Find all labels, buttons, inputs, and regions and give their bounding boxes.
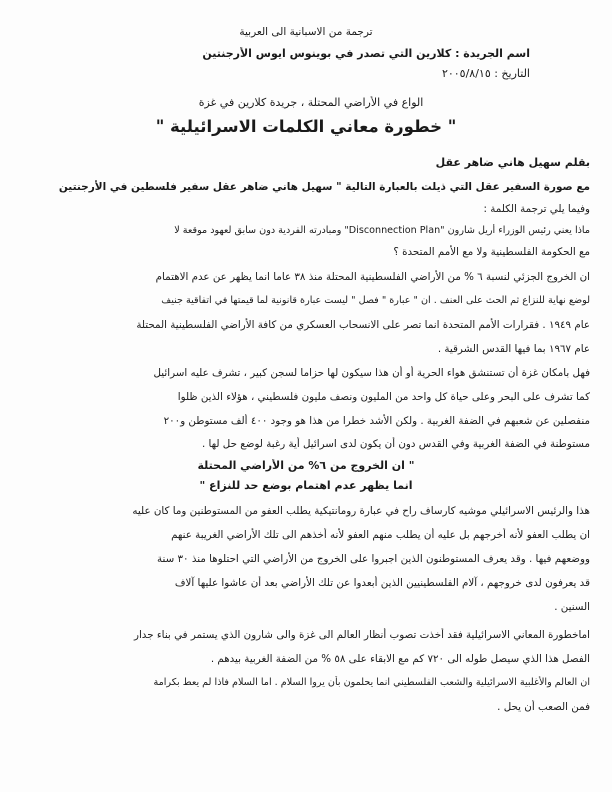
translation-note: ترجمة من الاسبانية الى العربية bbox=[239, 26, 373, 38]
paragraph-1-line-2: مع الحكومة الفلسطينية ولا مع الأمم المتحدة ؟ bbox=[393, 246, 590, 258]
paragraph-1-line-1: ماذا يعني رئيس الوزراء أريل شارون "Disconnection Plan" ومبادرته الفردية دون سابق لعهود موقعة لا bbox=[174, 225, 590, 236]
paragraph-3-line-4: مستوطنة في الضفة الغربية وفي القدس دون أن يكون لدى اسرائيل أية رغبة لوضع حل لها . bbox=[201, 438, 590, 450]
paragraph-6-line-2: فمن الصعب أن يحل . bbox=[497, 701, 590, 713]
document-date: التاريخ : ٢٠٠٥/٨/١٥ bbox=[441, 67, 530, 80]
newspaper-name: اسم الجريدة : كلارين التي تصدر في بوينوس ايوس الأرجنتين bbox=[202, 47, 530, 60]
lead-in-line: وفيما يلي ترجمة الكلمة : bbox=[483, 203, 590, 215]
source-line: الواع في الأراضي المحتلة ، جريدة كلارين في غزة bbox=[198, 96, 424, 109]
paragraph-2-line-3: عام ١٩٤٩ . فقرارات الأمم المتحدة انما تصر على الانسحاب العسكري من كافة الأراضي الفلسطينية المحتلة bbox=[136, 319, 590, 331]
paragraph-4-line-2: ان يطلب العفو لأنه أخرجهم بل عليه أن يطلب منهم العفو لأنه أخذهم الى تلك الأراضي الغريبة عنهم bbox=[171, 529, 590, 541]
author-line: بقلم سهيل هاني ضاهر عقل bbox=[435, 156, 590, 169]
paragraph-3-line-1: فهل بامكان غزة أن تستنشق هواء الحرية أو أن هذا سيكون لها حزاما لسجن كبير ، تشرف عليه اسرائيل bbox=[153, 367, 590, 379]
paragraph-4-line-1: هذا والرئيس الاسرائيلي موشيه كارساف راح في عبارة رومانتيكية يطلب العفو من المستوطنين وما كان عليه bbox=[132, 505, 590, 517]
pull-quote-line-1: " ان الخروج من ٦% من الأراضي المحتلة bbox=[197, 459, 415, 472]
paragraph-2-line-2: لوضع نهاية للنزاع ثم الحث على العنف . ان " عبارة " فصل " ليست عبارة قانونية لما قيمتها في اتفاقية جنيف bbox=[161, 295, 590, 306]
paragraph-4-line-5: السنين . bbox=[554, 601, 590, 613]
pull-quote-line-2: انما يظهر عدم اهتمام بوضع حد للنزاع " bbox=[199, 479, 413, 492]
paragraph-2-line-4: عام ١٩٦٧ بما فيها القدس الشرقية . bbox=[437, 343, 590, 355]
paragraph-4-line-3: ووضعهم فيها . وقد يعرف المستوطنون الذين اجبروا على الخروج من الأراضي التي احتلوها منذ ٣٠ سنة bbox=[157, 553, 590, 565]
paragraph-3-line-2: كما تشرف على البحر وعلى حياة كل واحد من المليون ونصف مليون فلسطيني ، هؤلاء الذين ظلوا bbox=[177, 391, 590, 403]
paragraph-3-line-3: منفصلين عن شعبهم في الضفة الغربية . ولكن الأشد خطرا من هذا هو وجود ٤٠٠ ألف مستوطن و٢٠٠ bbox=[163, 415, 590, 427]
photo-caption: مع صورة السفير عقل التي ذيلت بالعبارة التالية " سهيل هاني ضاهر عقل سفير فلسطين في الأرجنتين bbox=[58, 181, 590, 193]
paragraph-4-line-4: قد يعرفون لدى خروجهم ، آلام الفلسطينيين الذين أبعدوا عن تلك الأراضي بعد أن عاشوا عليها آلاف bbox=[174, 577, 590, 589]
paragraph-5-line-2: الفصل هذا الذي سيصل طوله الى ٧٢٠ كم مع الابقاء على ٥٨ % من الضفة الغربية بيدهم . bbox=[210, 653, 590, 665]
paragraph-6-line-1: ان العالم والأغلبية الاسرائيلية والشعب الفلسطيني انما يحلمون بأن يروا السلام . اما السلام فاذا لم يعط بكرامة bbox=[153, 677, 590, 688]
paragraph-5-line-1: اماخطورة المعاني الاسرائيلية فقد أخذت تصوب أنظار العالم الى غزة والى شارون الذي يستمر في بناء جدار bbox=[133, 629, 590, 641]
document-title: " خطورة معاني الكلمات الاسرائيلية " bbox=[155, 117, 457, 136]
paragraph-2-line-1: ان الخروج الجزئي لنسبة ٦ % من الأراضي الفلسطينية المحتلة منذ ٣٨ عاما انما يظهر عن عدم الاهتمام bbox=[155, 271, 590, 283]
